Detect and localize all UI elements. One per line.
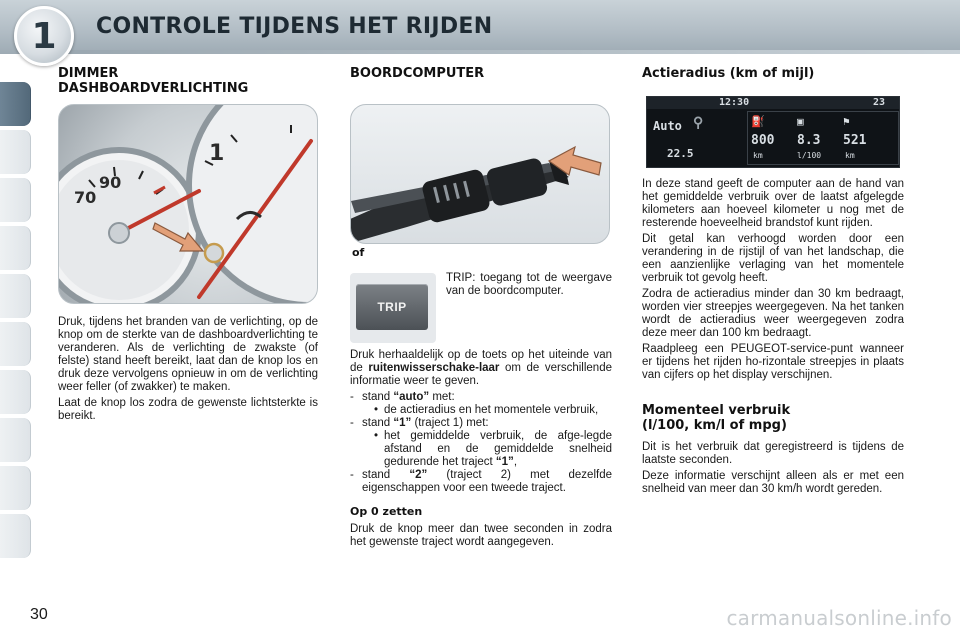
- dial-label-90: 90: [99, 173, 122, 192]
- chapter-number: 1: [31, 15, 57, 57]
- column-boordcomputer: [350, 66, 612, 81]
- mode-sublist: [362, 404, 612, 417]
- chapter-title: CONTROLE TIJDENS HET RIJDEN: [96, 14, 493, 39]
- or-label: [352, 246, 364, 259]
- seat-icon: ⚲: [693, 115, 704, 131]
- mode-name: “1”: [393, 417, 412, 429]
- mode-name: “2”: [409, 469, 428, 481]
- list-item: [362, 430, 612, 469]
- actieradius-paragraph-4: Raadpleeg een PEUGEOT-service-punt wanneer er tijdens het rijden ho-rizontale streepjes in plaats van cijfers op het display verschijnen.: [642, 343, 904, 381]
- mode-prefix: stand: [362, 469, 391, 481]
- display-consumption-value: 8.3: [797, 133, 821, 148]
- display-mode: Auto: [653, 119, 682, 133]
- intro-part2: om de verschillende informatie weer te geven.: [350, 362, 612, 387]
- display-unit-3: km: [845, 151, 855, 160]
- chapter-tab-7[interactable]: [0, 370, 31, 414]
- trip-key-figure: [350, 273, 436, 343]
- column-actieradius: [642, 66, 904, 81]
- dimmer-paragraph-1: Druk, tijdens het branden van de verlichting, op de knop om de sterkte van de dashboardverlichting te veranderen. Als de verlichting de zwakste (of felste) stand heeft bereikt, laat dan de knop los en druk deze vervolgens opnieuw in om de verlichting weer feller (of zwakker) te maken.: [58, 316, 318, 393]
- chapter-tab-6[interactable]: [0, 322, 31, 366]
- display-distance-value: 521: [843, 133, 867, 148]
- chapter-tab-rail: [0, 60, 34, 580]
- display-range-value: 800: [751, 133, 775, 148]
- mode-list: [350, 391, 612, 495]
- fuel-range-icon: ⛽: [751, 115, 765, 128]
- dimmer-heading-line2: DASHBOARDVERLICHTING: [58, 81, 249, 96]
- actieradius-heading: Actieradius (km of mijl): [642, 66, 815, 81]
- trip-text: TRIP: toegang tot de weergave van de boordcomputer.: [446, 272, 612, 297]
- instrument-cluster-illustration: [59, 105, 317, 303]
- boordcomputer-intro: [350, 349, 612, 388]
- dimmer-paragraph-2: Laat de knop los zodra de gewenste lichtsterkte is bereikt.: [58, 397, 318, 422]
- mode-name: “auto”: [393, 391, 430, 403]
- display-unit-2: l/100: [797, 151, 822, 160]
- dial-label-1: 1: [209, 141, 225, 166]
- trip-description: [446, 272, 612, 301]
- header-rule: [60, 50, 960, 54]
- actieradius-paragraph-2: Dit getal kan verhoogd worden door een verandering in de rijstijl of van het landschap, die een aanzienlijke verlaging van het momentele verbruik tot gevolg heeft.: [642, 233, 904, 284]
- wiper-stalk-figure: [350, 104, 610, 244]
- actieradius-paragraph-3: Zodra de actieradius minder dan 30 km bedraagt, worden vier streepjes weergegeven. Na het tanken wordt de actieradius weer weergegeven zodra deze meer dan 100 km bedraagt.: [642, 288, 904, 339]
- verbruik-heading-line2: (l/100, km/l of mpg): [642, 418, 787, 433]
- chapter-tab-1[interactable]: [0, 82, 31, 126]
- column-dimmer: [58, 66, 318, 96]
- list-item: [350, 469, 612, 495]
- dimmer-button-icon: [205, 244, 223, 262]
- dimmer-figure: [58, 104, 318, 304]
- or-label-text: of: [352, 246, 365, 259]
- verbruik-heading: [642, 403, 904, 433]
- bullet-text: het gemiddelde verbruik, de afge-legde afstand en de gemiddelde snelheid gedurende het traject: [384, 430, 612, 468]
- display-unit-1: km: [753, 151, 763, 160]
- display-odometer: 22.5: [667, 147, 694, 160]
- display-time: 12:30: [719, 97, 750, 108]
- verbruik-paragraph-1: Dit is het verbruik dat geregistreerd is tijdens de laatste seconden.: [642, 441, 904, 466]
- fuel-consumption-icon: ▣: [797, 115, 804, 128]
- bullet-end: ,: [513, 456, 518, 468]
- dimmer-text: [58, 316, 318, 426]
- dial-label-70: 70: [74, 188, 97, 207]
- chapter-tab-5[interactable]: [0, 274, 31, 318]
- trip-button[interactable]: [356, 284, 428, 330]
- mode-suffix: met:: [432, 391, 455, 403]
- chapter-tab-3[interactable]: [0, 178, 31, 222]
- chapter-tab-2[interactable]: [0, 130, 31, 174]
- verbruik-paragraph-2: Deze informatie verschijnt alleen als er met een snelheid van meer dan 30 km/h wordt gereden.: [642, 470, 904, 495]
- verbruik-heading-line1: Momenteel verbruik: [642, 403, 791, 418]
- mode-prefix: stand: [362, 417, 391, 429]
- mode-suffix: (traject 1) met:: [414, 417, 489, 429]
- intro-part1: Druk herhaaldelijk op de toets op het uiteinde van de: [350, 349, 612, 374]
- list-item: [350, 391, 612, 417]
- boordcomputer-body: [350, 349, 612, 552]
- actieradius-paragraph-1: In deze stand geeft de computer aan de hand van het gemiddelde verbruik over de laatst afgelegde kilometers aan hoeveel kilometer u nog met de resterende hoeveelheid brandstof kunt rijden.: [642, 178, 904, 229]
- reset-text: Druk de knop meer dan twee seconden in zodra het gewenste traject wordt aangegeven.: [350, 523, 612, 548]
- reset-heading: Op 0 zetten: [350, 505, 423, 518]
- mode-suffix: (traject 2) met dezelfde eigenschappen voor een tweede traject.: [362, 469, 612, 494]
- boordcomputer-heading: BOORDCOMPUTER: [350, 66, 485, 81]
- bullet-bold: “1”: [495, 456, 514, 468]
- page-number: 30: [30, 606, 48, 623]
- wiper-stalk-illustration: [351, 105, 609, 243]
- dimmer-heading: [58, 66, 318, 96]
- watermark: carmanualsonline.info: [726, 606, 952, 630]
- chapter-badge: [14, 6, 74, 66]
- mode-sublist: [362, 430, 612, 469]
- chapter-tab-8[interactable]: [0, 418, 31, 462]
- trip-computer-display: [646, 96, 900, 168]
- list-item: [350, 417, 612, 469]
- flag-icon: ⚑: [843, 115, 850, 128]
- chapter-tab-4[interactable]: [0, 226, 31, 270]
- dimmer-heading-line1: DIMMER: [58, 66, 119, 81]
- trip-button-label: TRIP: [377, 300, 407, 314]
- chapter-tab-10[interactable]: [0, 514, 31, 558]
- actieradius-body: [642, 178, 904, 499]
- intro-bold: ruitenwisserschake-laar: [368, 362, 500, 374]
- display-temperature: 23: [873, 97, 886, 108]
- display-topbar: [647, 97, 899, 109]
- mode-prefix: stand: [362, 391, 391, 403]
- list-item: • de actieradius en het momentele verbruik,: [362, 404, 612, 417]
- chapter-tab-9[interactable]: [0, 466, 31, 510]
